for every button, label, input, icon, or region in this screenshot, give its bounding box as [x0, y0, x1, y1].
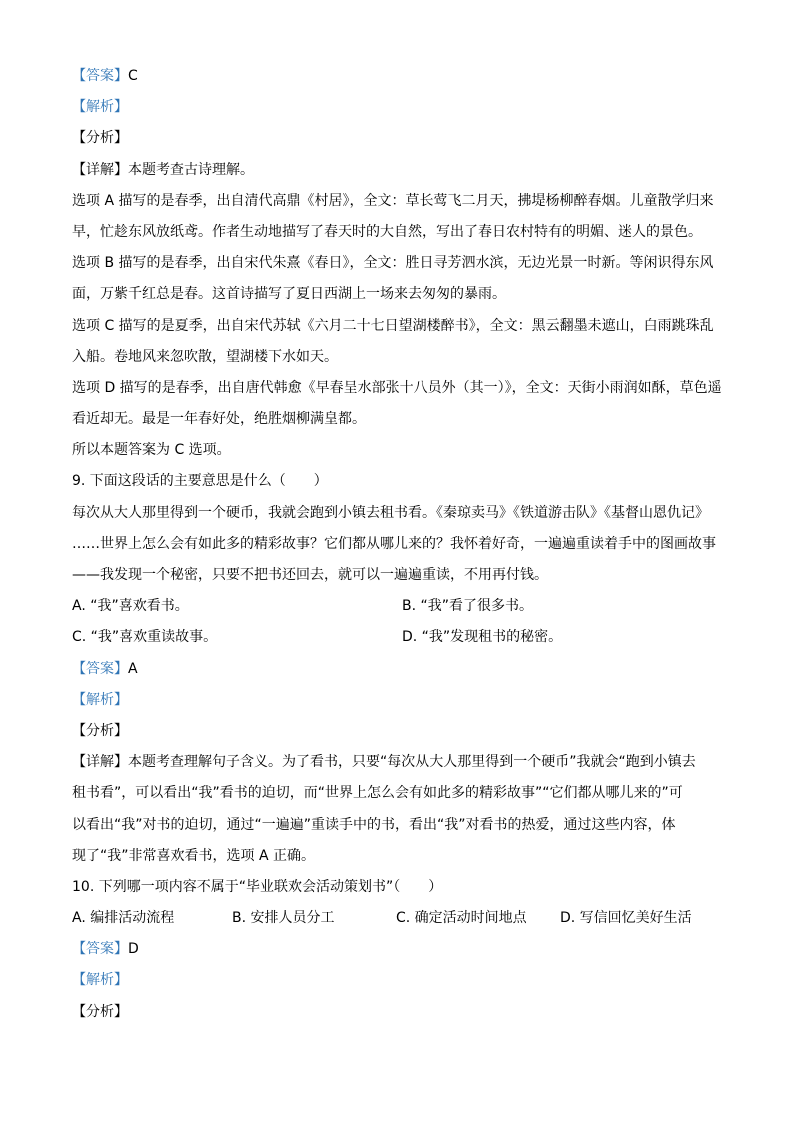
- option-a: A. “我”喜欢看书。: [72, 598, 189, 615]
- detail-line: 选项 D 描写的是春季，出自唐代韩愈《早春呈水部张十八员外（其一）》，全文：天街小雨润如酥，草色遥: [72, 379, 722, 396]
- detail-line: 选项 A 描写的是春季，出自清代高鼎《村居》，全文：草长莺飞二月天，拂堤杨柳醉春烟。儿童散学归来: [72, 192, 714, 209]
- q8-answer: [72, 61, 732, 92]
- q9-answer: [72, 654, 732, 685]
- detail-line: 租书看”，可以看出“我”看书的迫切，而“世界上怎么会有如此多的精彩故事”“它们都从哪儿来的”可: [72, 785, 683, 802]
- detail-line: 以看出“我”对书的迫切，通过“一遍遍”重读手中的书，看出“我”对看书的热爱，通过这些内容，体: [72, 816, 676, 833]
- detail-line: 所以本题答案为 C 选项。: [72, 442, 231, 459]
- passage-line: 每次从大人那里得到一个硬币，我就会跑到小镇去租书看。《秦琼卖马》《铁道游击队》《基督山恩仇记》: [72, 504, 709, 521]
- analysis-label: 【解析】: [72, 99, 128, 116]
- detail-line: 现了“我”非常喜欢看书，选项 A 正确。: [72, 847, 315, 864]
- answer-value: D: [128, 941, 139, 958]
- detail-line: 早，忙趁东风放纸鸢。作者生动地描写了春天时的大自然，写出了春日农村特有的明媚、迷人的景色。: [72, 223, 702, 240]
- detail-line: 看近却无。最是一年春好处，绝胜烟柳满皇都。: [72, 411, 366, 428]
- detail-line: 面，万紫千红总是春。这首诗描写了夏日西湖上一场来去匆匆的暴雨。: [72, 286, 506, 303]
- answer-label: 【答案】: [72, 68, 128, 84]
- q9-detail: [72, 747, 732, 778]
- option-a: A. 编排活动流程: [72, 910, 175, 927]
- option-b: B. 安排人员分工: [232, 910, 335, 927]
- answer-label: 【答案】: [72, 941, 128, 958]
- answer-value: C: [128, 68, 138, 84]
- q9-options-row: [72, 591, 732, 622]
- q10-stem: 10. 下列哪一项内容不属于“毕业联欢会活动策划书”（ ）: [72, 878, 443, 895]
- q9-stem: 9. 下面这段话的主要意思是什么（ ）: [72, 473, 328, 490]
- detail-label: 【详解】: [72, 754, 128, 771]
- fenxi-label: 【分析】: [72, 1003, 128, 1020]
- passage-line: ——我发现一个秘密，只要不把书还回去，就可以一遍遍重读，不用再付钱。: [72, 567, 548, 583]
- detail-label: 【详解】: [72, 161, 128, 178]
- q9-options-row: [72, 622, 732, 653]
- detail-line: 选项 B 描写的是春季，出自宋代朱熹《春日》，全文：胜日寻芳泗水滨，无边光景一时新。等闲识得东风: [72, 255, 714, 272]
- answer-label: 【答案】: [72, 660, 128, 677]
- option-b: B. “我”看了很多书。: [402, 598, 534, 615]
- document-page: [72, 61, 732, 1028]
- q10-options-row: [72, 903, 732, 934]
- answer-value: A: [128, 660, 138, 677]
- q10-answer: [72, 934, 732, 965]
- option-d: D. “我”发现租书的秘密。: [402, 629, 563, 646]
- option-d: D. 写信回忆美好生活: [560, 910, 692, 927]
- detail-text: 本题考查古诗理解。: [128, 161, 254, 178]
- analysis-label: 【解析】: [72, 691, 128, 708]
- fenxi-label: 【分析】: [72, 130, 128, 147]
- detail-line: 选项 C 描写的是夏季，出自宋代苏轼《六月二十七日望湖楼醉书》，全文：黑云翻墨未遮山，白雨跳珠乱: [72, 317, 714, 334]
- analysis-label: 【解析】: [72, 972, 128, 989]
- detail-text: 本题考查理解句子含义。为了看书，只要“每次从大人那里得到一个硬币”我就会“跑到小镇去: [128, 754, 696, 771]
- passage-line: ……世界上怎么会有如此多的精彩故事？它们都从哪儿来的？我怀着好奇，一遍遍重读着手中的图画故事: [72, 535, 716, 552]
- q8-detail: [72, 155, 732, 186]
- detail-line: 入船。卷地风来忽吹散，望湖楼下水如天。: [72, 348, 338, 365]
- option-c: C. 确定活动时间地点: [396, 910, 527, 927]
- option-c: C. “我”喜欢重读故事。: [72, 629, 218, 646]
- fenxi-label: 【分析】: [72, 722, 128, 739]
